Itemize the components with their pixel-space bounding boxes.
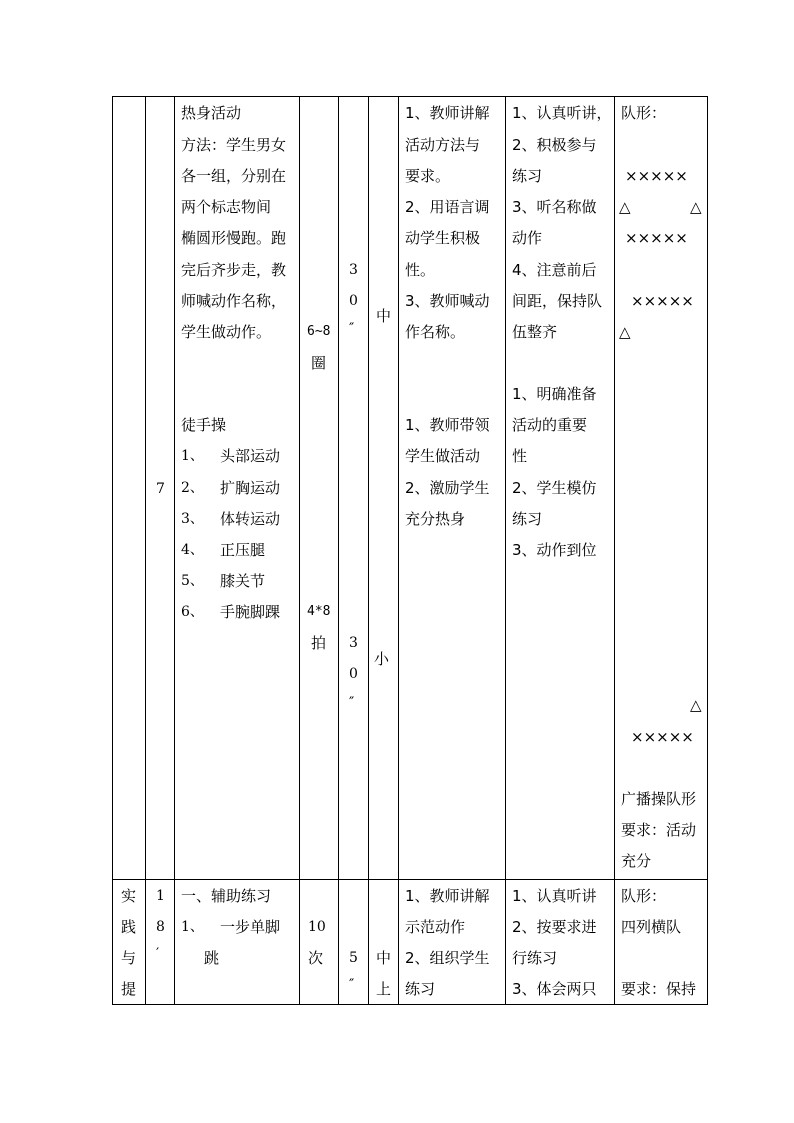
student-line: 行练习 xyxy=(512,949,558,967)
teacher-line: 性。 xyxy=(405,261,436,279)
teacher-line: 作名称。 xyxy=(405,323,466,341)
teacher-line: 3、教师喊动 xyxy=(405,292,490,310)
duration-unit: ″ xyxy=(349,977,355,993)
count-unit: 圈 xyxy=(311,354,327,372)
exercise-name-cont: 跳 xyxy=(204,949,220,967)
cell-content-practice xyxy=(175,880,300,1005)
cell-content-warmup xyxy=(175,97,300,880)
section-char: 践 xyxy=(121,918,137,936)
cell-teacher-warmup xyxy=(399,97,506,880)
teacher-line: 动学生积极 xyxy=(405,229,481,247)
teacher-line: 练习 xyxy=(405,980,436,998)
student-line: 性 xyxy=(512,447,528,465)
intensity-value: 中 xyxy=(376,307,392,325)
cell-student-practice xyxy=(506,880,615,1005)
warmup-line: 椭圆形慢跑。跑 xyxy=(181,229,287,247)
exercise-name: 一步单脚 xyxy=(220,918,281,936)
formation-row: ××××× xyxy=(625,229,688,247)
formation-title: 队形： xyxy=(621,887,667,905)
table-row-practice xyxy=(113,880,708,1005)
table-row-warmup xyxy=(113,97,708,880)
section-char: 实 xyxy=(121,887,137,905)
teacher-line: 示范动作 xyxy=(405,918,466,936)
time-value: 7 xyxy=(156,481,165,497)
cell-section-warmup xyxy=(113,97,146,880)
duration-digit: 3 xyxy=(349,635,358,651)
student-line: 练习 xyxy=(512,510,543,528)
formation-desc: 四列横队 xyxy=(621,918,682,936)
student-line: 2、按要求进 xyxy=(512,918,597,936)
formation-row: ××××× xyxy=(631,292,694,310)
intensity-value: 中 xyxy=(376,949,392,967)
teacher-line: 2、用语言调 xyxy=(405,198,490,216)
teacher-line: 要求。 xyxy=(405,167,451,185)
teacher-line: 1、教师讲解 xyxy=(405,887,490,905)
teacher-line: 1、教师讲解 xyxy=(405,104,490,122)
lesson-plan-table xyxy=(112,96,708,1005)
student-line: 3、体会两只 xyxy=(512,980,597,998)
student-line: 3、听名称做 xyxy=(512,198,597,216)
teacher-line: 1、教师带领 xyxy=(405,416,490,434)
exercise-no: 6、 xyxy=(181,604,204,620)
student-line: 动作 xyxy=(512,229,543,247)
cell-count-practice xyxy=(300,880,339,1005)
org-note: 充分 xyxy=(621,852,652,870)
duration-unit: ″ xyxy=(349,695,355,711)
duration-unit: ″ xyxy=(349,321,355,337)
student-line: 1、认真听讲 xyxy=(512,887,597,905)
warmup-line: 各一组，分别在 xyxy=(181,167,287,185)
student-line: 2、学生模仿 xyxy=(512,479,597,497)
student-line: 4、注意前后 xyxy=(512,261,597,279)
content-line: 一、辅助练习 xyxy=(181,887,272,905)
exercise-name: 头部运动 xyxy=(220,447,281,465)
student-line: 1、认真听讲， xyxy=(512,104,612,122)
org-note: 要求：保持 xyxy=(621,980,697,998)
cell-duration-warmup xyxy=(339,97,369,880)
org-note: 要求：活动 xyxy=(621,821,697,839)
section-char: 提 xyxy=(121,980,137,998)
cell-time-practice xyxy=(146,880,175,1005)
exercise-name: 手腕脚踝 xyxy=(220,603,281,621)
cell-organization-practice xyxy=(615,880,708,1005)
duration-digit: 0 xyxy=(349,666,358,682)
student-line: 活动的重要 xyxy=(512,416,588,434)
warmup-line: 方法：学生男女 xyxy=(181,136,287,154)
warmup-line: 完后齐步走，教 xyxy=(181,261,287,279)
teacher-marker: △ xyxy=(690,696,702,714)
exercise-no: 3、 xyxy=(181,511,204,527)
teacher-marker: △ xyxy=(619,198,631,216)
formation-title: 队形： xyxy=(621,104,667,122)
count-value: 10 xyxy=(308,919,326,935)
duration-digit: 5 xyxy=(349,950,358,966)
exercise-name: 正压腿 xyxy=(220,541,266,559)
teacher-marker: △ xyxy=(690,198,702,216)
exercise-no: 5、 xyxy=(181,573,204,589)
warmup-line: 师喊动作名称， xyxy=(181,292,287,310)
student-line: 练习 xyxy=(512,167,543,185)
section-char: 与 xyxy=(121,949,137,967)
time-digit: 8 xyxy=(156,919,165,935)
teacher-line: 活动方法与 xyxy=(405,136,481,154)
formation-row: ××××× xyxy=(631,728,694,746)
count-unit: 拍 xyxy=(311,634,327,652)
cell-teacher-practice xyxy=(399,880,506,1005)
warmup-line: 两个标志物间 xyxy=(181,198,272,216)
exercise-title: 徒手操 xyxy=(181,416,227,434)
teacher-line: 学生做活动 xyxy=(405,447,481,465)
duration-digit: 3 xyxy=(349,262,358,278)
exercise-name: 体转运动 xyxy=(220,510,281,528)
formation-row: ××××× xyxy=(625,167,688,185)
student-line: 3、动作到位 xyxy=(512,541,597,559)
cell-count-warmup xyxy=(300,97,339,880)
cell-duration-practice xyxy=(339,880,369,1005)
warmup-line: 学生做动作。 xyxy=(181,323,272,341)
exercise-name: 扩胸运动 xyxy=(220,479,281,497)
student-line: 间距，保持队 xyxy=(512,292,603,310)
time-digit: 1 xyxy=(156,888,165,904)
exercise-no: 4、 xyxy=(181,542,204,558)
teacher-line: 充分热身 xyxy=(405,510,466,528)
exercise-no: 1、 xyxy=(181,448,204,464)
count-value: 4*8 xyxy=(307,604,331,619)
exercise-name: 膝关节 xyxy=(220,572,266,590)
count-unit: 次 xyxy=(308,949,324,967)
cell-intensity-warmup xyxy=(369,97,399,880)
duration-digit: 0 xyxy=(349,293,358,309)
cell-student-warmup xyxy=(506,97,615,880)
intensity-value: 上 xyxy=(376,980,392,998)
cell-organization-warmup xyxy=(615,97,708,880)
org-note: 广播操队形 xyxy=(621,790,697,808)
teacher-marker: △ xyxy=(619,323,631,341)
student-line: 1、明确准备 xyxy=(512,385,597,403)
teacher-line: 2、激励学生 xyxy=(405,479,490,497)
cell-time-warmup xyxy=(146,97,175,880)
warmup-line: 热身活动 xyxy=(181,104,242,122)
count-value: 6~8 xyxy=(307,324,331,339)
time-unit: ′ xyxy=(156,946,160,962)
exercise-no: 1、 xyxy=(181,919,204,935)
student-line: 伍整齐 xyxy=(512,323,558,341)
intensity-value: 小 xyxy=(374,650,390,668)
cell-intensity-practice xyxy=(369,880,399,1005)
teacher-line: 2、组织学生 xyxy=(405,949,490,967)
student-line: 2、积极参与 xyxy=(512,136,597,154)
cell-section-practice xyxy=(113,880,146,1005)
exercise-no: 2、 xyxy=(181,480,204,496)
